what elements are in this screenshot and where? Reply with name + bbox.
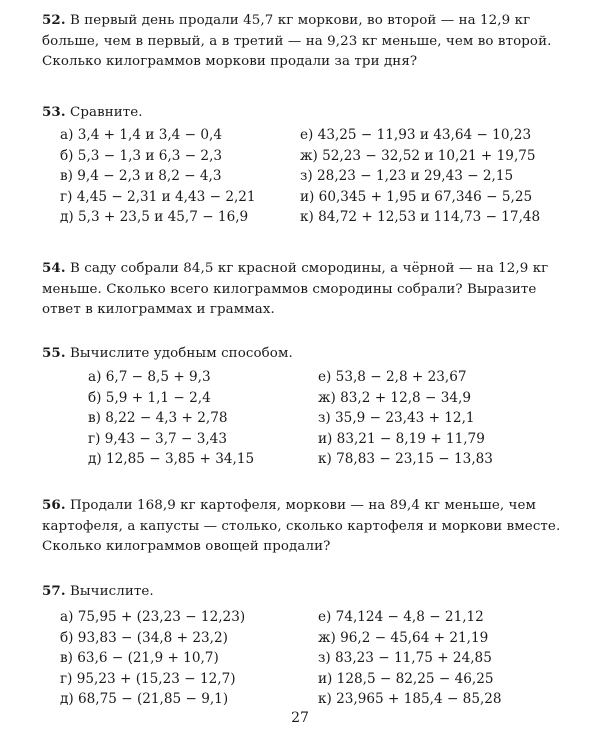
task-53-right-column: [300, 125, 580, 228]
expression-item: в) 63,6 − (21,9 + 10,7): [60, 650, 219, 667]
expression-item: в) 8,22 − 4,3 + 2,78: [88, 410, 228, 427]
task-number: 52.: [42, 12, 66, 28]
expression-item: а) 75,95 + (23,23 − 12,23): [60, 609, 246, 625]
task-number: 54.: [42, 260, 66, 276]
task-57: [42, 581, 567, 603]
expression-item: в) 9,4 − 2,3 и 8,2 − 4,3: [60, 168, 222, 185]
task-text: Сравните.: [69, 105, 143, 120]
expression-item: а) 6,7 − 8,5 + 9,3: [88, 369, 211, 385]
task-53-left-column: [60, 125, 340, 228]
expression-item: и) 83,21 − 8,19 + 11,79: [318, 430, 485, 447]
expression-item: е) 53,8 − 2,8 + 23,67: [318, 369, 467, 385]
expression-item: и) 60,345 + 1,95 и 67,346 − 5,25: [300, 188, 533, 205]
page-number: 27: [291, 710, 309, 726]
task-number: 55.: [42, 345, 66, 361]
expression-item: з) 28,23 − 1,23 и 29,43 − 2,15: [300, 168, 514, 185]
task-text: Вычислите удобным способом.: [69, 346, 293, 361]
expression-item: ж) 52,23 − 32,52 и 10,21 + 19,75: [300, 147, 536, 164]
expression-item: к) 84,72 + 12,53 и 114,73 − 17,48: [300, 209, 541, 226]
expression-item: з) 35,9 − 23,43 + 12,1: [318, 410, 475, 427]
expression-item: г) 9,43 − 3,7 − 3,43: [88, 430, 227, 447]
task-52: [42, 10, 567, 73]
task-number: 56.: [42, 497, 66, 513]
expression-item: е) 74,124 − 4,8 − 21,12: [318, 609, 484, 625]
task-55-right-column: [318, 367, 598, 470]
task-56: [42, 495, 567, 558]
expression-item: а) 3,4 + 1,4 и 3,4 − 0,4: [60, 127, 222, 143]
expression-item: е) 43,25 − 11,93 и 43,64 − 10,23: [300, 127, 532, 143]
task-55: [42, 343, 567, 365]
task-text: Продали 168,9 кг картофеля, моркови — на 89,4 кг меньше, чем картофеля, а капусты — столько, сколько картофеля и моркови вместе. Сколько килограммов овощей продали?: [42, 498, 561, 554]
task-text: В первый день продали 45,7 кг моркови, во второй — на 12,9 кг больше, чем в первый, а в третий — на 9,23 кг меньше, чем во второй. Сколько килограммов моркови продали за три дня?: [42, 13, 552, 69]
expression-item: ж) 83,2 + 12,8 − 34,9: [318, 389, 471, 406]
expression-item: б) 5,3 − 1,3 и 6,3 − 2,3: [60, 147, 223, 164]
task-number: 57.: [42, 583, 66, 599]
expression-item: к) 78,83 − 23,15 − 13,83: [318, 451, 493, 468]
task-57-left-column: [60, 607, 340, 710]
task-54: [42, 258, 567, 321]
expression-item: г) 95,23 + (15,23 − 12,7): [60, 670, 236, 687]
expression-item: д) 5,3 + 23,5 и 45,7 − 16,9: [60, 209, 249, 226]
task-text: Вычислите.: [69, 584, 154, 599]
expression-item: и) 128,5 − 82,25 − 46,25: [318, 670, 494, 687]
expression-item: к) 23,965 + 185,4 − 85,28: [318, 691, 502, 708]
expression-item: ж) 96,2 − 45,64 + 21,19: [318, 629, 489, 646]
task-number: 53.: [42, 104, 66, 120]
expression-item: б) 93,83 − (34,8 + 23,2): [60, 629, 228, 646]
expression-item: д) 12,85 − 3,85 + 34,15: [88, 451, 255, 468]
expression-item: з) 83,23 − 11,75 + 24,85: [318, 650, 492, 667]
task-text: В саду собрали 84,5 кг красной смородины, а чёрной — на 12,9 кг меньше. Сколько всего килограммов смородины собрали? Выразите ответ в килограммах и граммах.: [42, 261, 549, 317]
task-53: [42, 102, 567, 124]
expression-item: г) 4,45 − 2,31 и 4,43 − 2,21: [60, 188, 256, 205]
task-57-right-column: [318, 607, 598, 710]
expression-item: б) 5,9 + 1,1 − 2,4: [88, 389, 211, 406]
expression-item: д) 68,75 − (21,85 − 9,1): [60, 691, 229, 708]
